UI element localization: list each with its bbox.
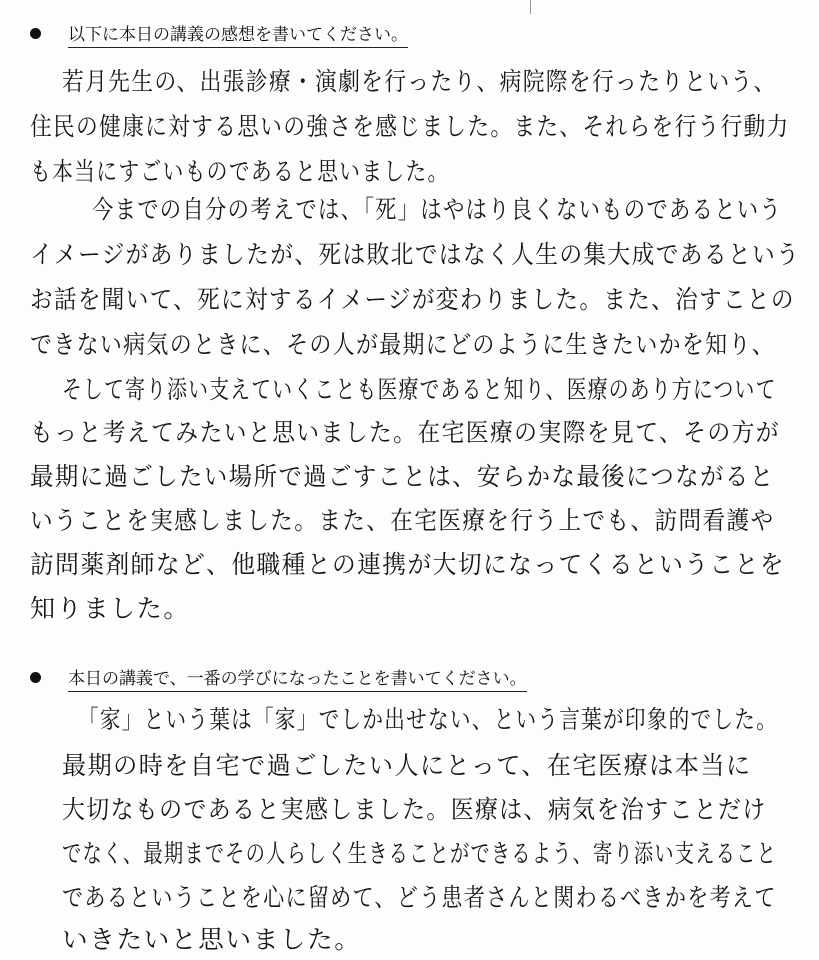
answer-line: いうことを実感しました。また、在宅医療を行う上でも、訪問看護や — [30, 506, 775, 535]
answer-line: 大切なものであると実感しました。医療は、病気を治すことだけ — [62, 795, 767, 824]
answer-line: お話を聞いて、死に対するイメージが変わりました。また、治すことの — [30, 285, 795, 314]
impressions-prompt-row — [0, 18, 819, 46]
impressions-prompt: 以下に本日の講義の感想を書いてください。 — [68, 20, 408, 48]
answer-line: も本当にすごいものであると思いました。 — [30, 157, 450, 186]
learning-prompt-row — [0, 662, 819, 690]
answer-line: 今までの自分の考えでは、「死」はやはり良くないものであるという — [92, 195, 783, 224]
answer-line: でなく、最期までその人らしく生きることができるよう、寄り添い支えること — [62, 839, 778, 868]
answer-line: いきたいと思いました。 — [62, 925, 362, 954]
scan-edge-mark — [530, 0, 531, 14]
bullet-icon — [30, 672, 41, 683]
answer-line: 若月先生の、出張診療・演劇を行ったり、病院際を行ったりという、 — [62, 67, 777, 96]
bullet-icon — [30, 28, 41, 39]
answer-line: イメージがありましたが、死は敗北ではなく人生の集大成であるという — [30, 240, 801, 269]
answer-line: できない病気のときに、その人が最期にどのように生きたいかを知り、 — [30, 330, 776, 359]
learning-prompt: 本日の講義で、一番の学びになったことを書いてください。 — [68, 664, 527, 692]
learning-section — [0, 662, 819, 954]
answer-line: そして寄り添い支えていくことも医療であると知り、医療のあり方について — [62, 375, 777, 404]
answer-line: もっと考えてみたいと思いました。在宅医療の実際を見て、その方が — [30, 418, 781, 447]
answer-line: であるということを心に留めて、どう患者さんと関わるべきかを考えて — [62, 883, 777, 912]
answer-line: 最期の時を自宅で過ごしたい人にとって、在宅医療は本当に — [62, 751, 752, 780]
impressions-section — [0, 18, 819, 623]
answer-line: 知りました。 — [30, 594, 191, 623]
answer-line: 最期に過ごしたい場所で過ごすことは、安らかな最後につながると — [30, 462, 775, 491]
answer-line: 住民の健康に対する思いの強さを感じました。また、それらを行う行動力 — [30, 112, 790, 141]
answer-line: 「家」という葉は「家」でしか出せない、という言葉が印象的でした。 — [78, 705, 779, 734]
answer-line: 訪問薬剤師など、他職種との連携が大切になってくるということを — [30, 550, 786, 579]
